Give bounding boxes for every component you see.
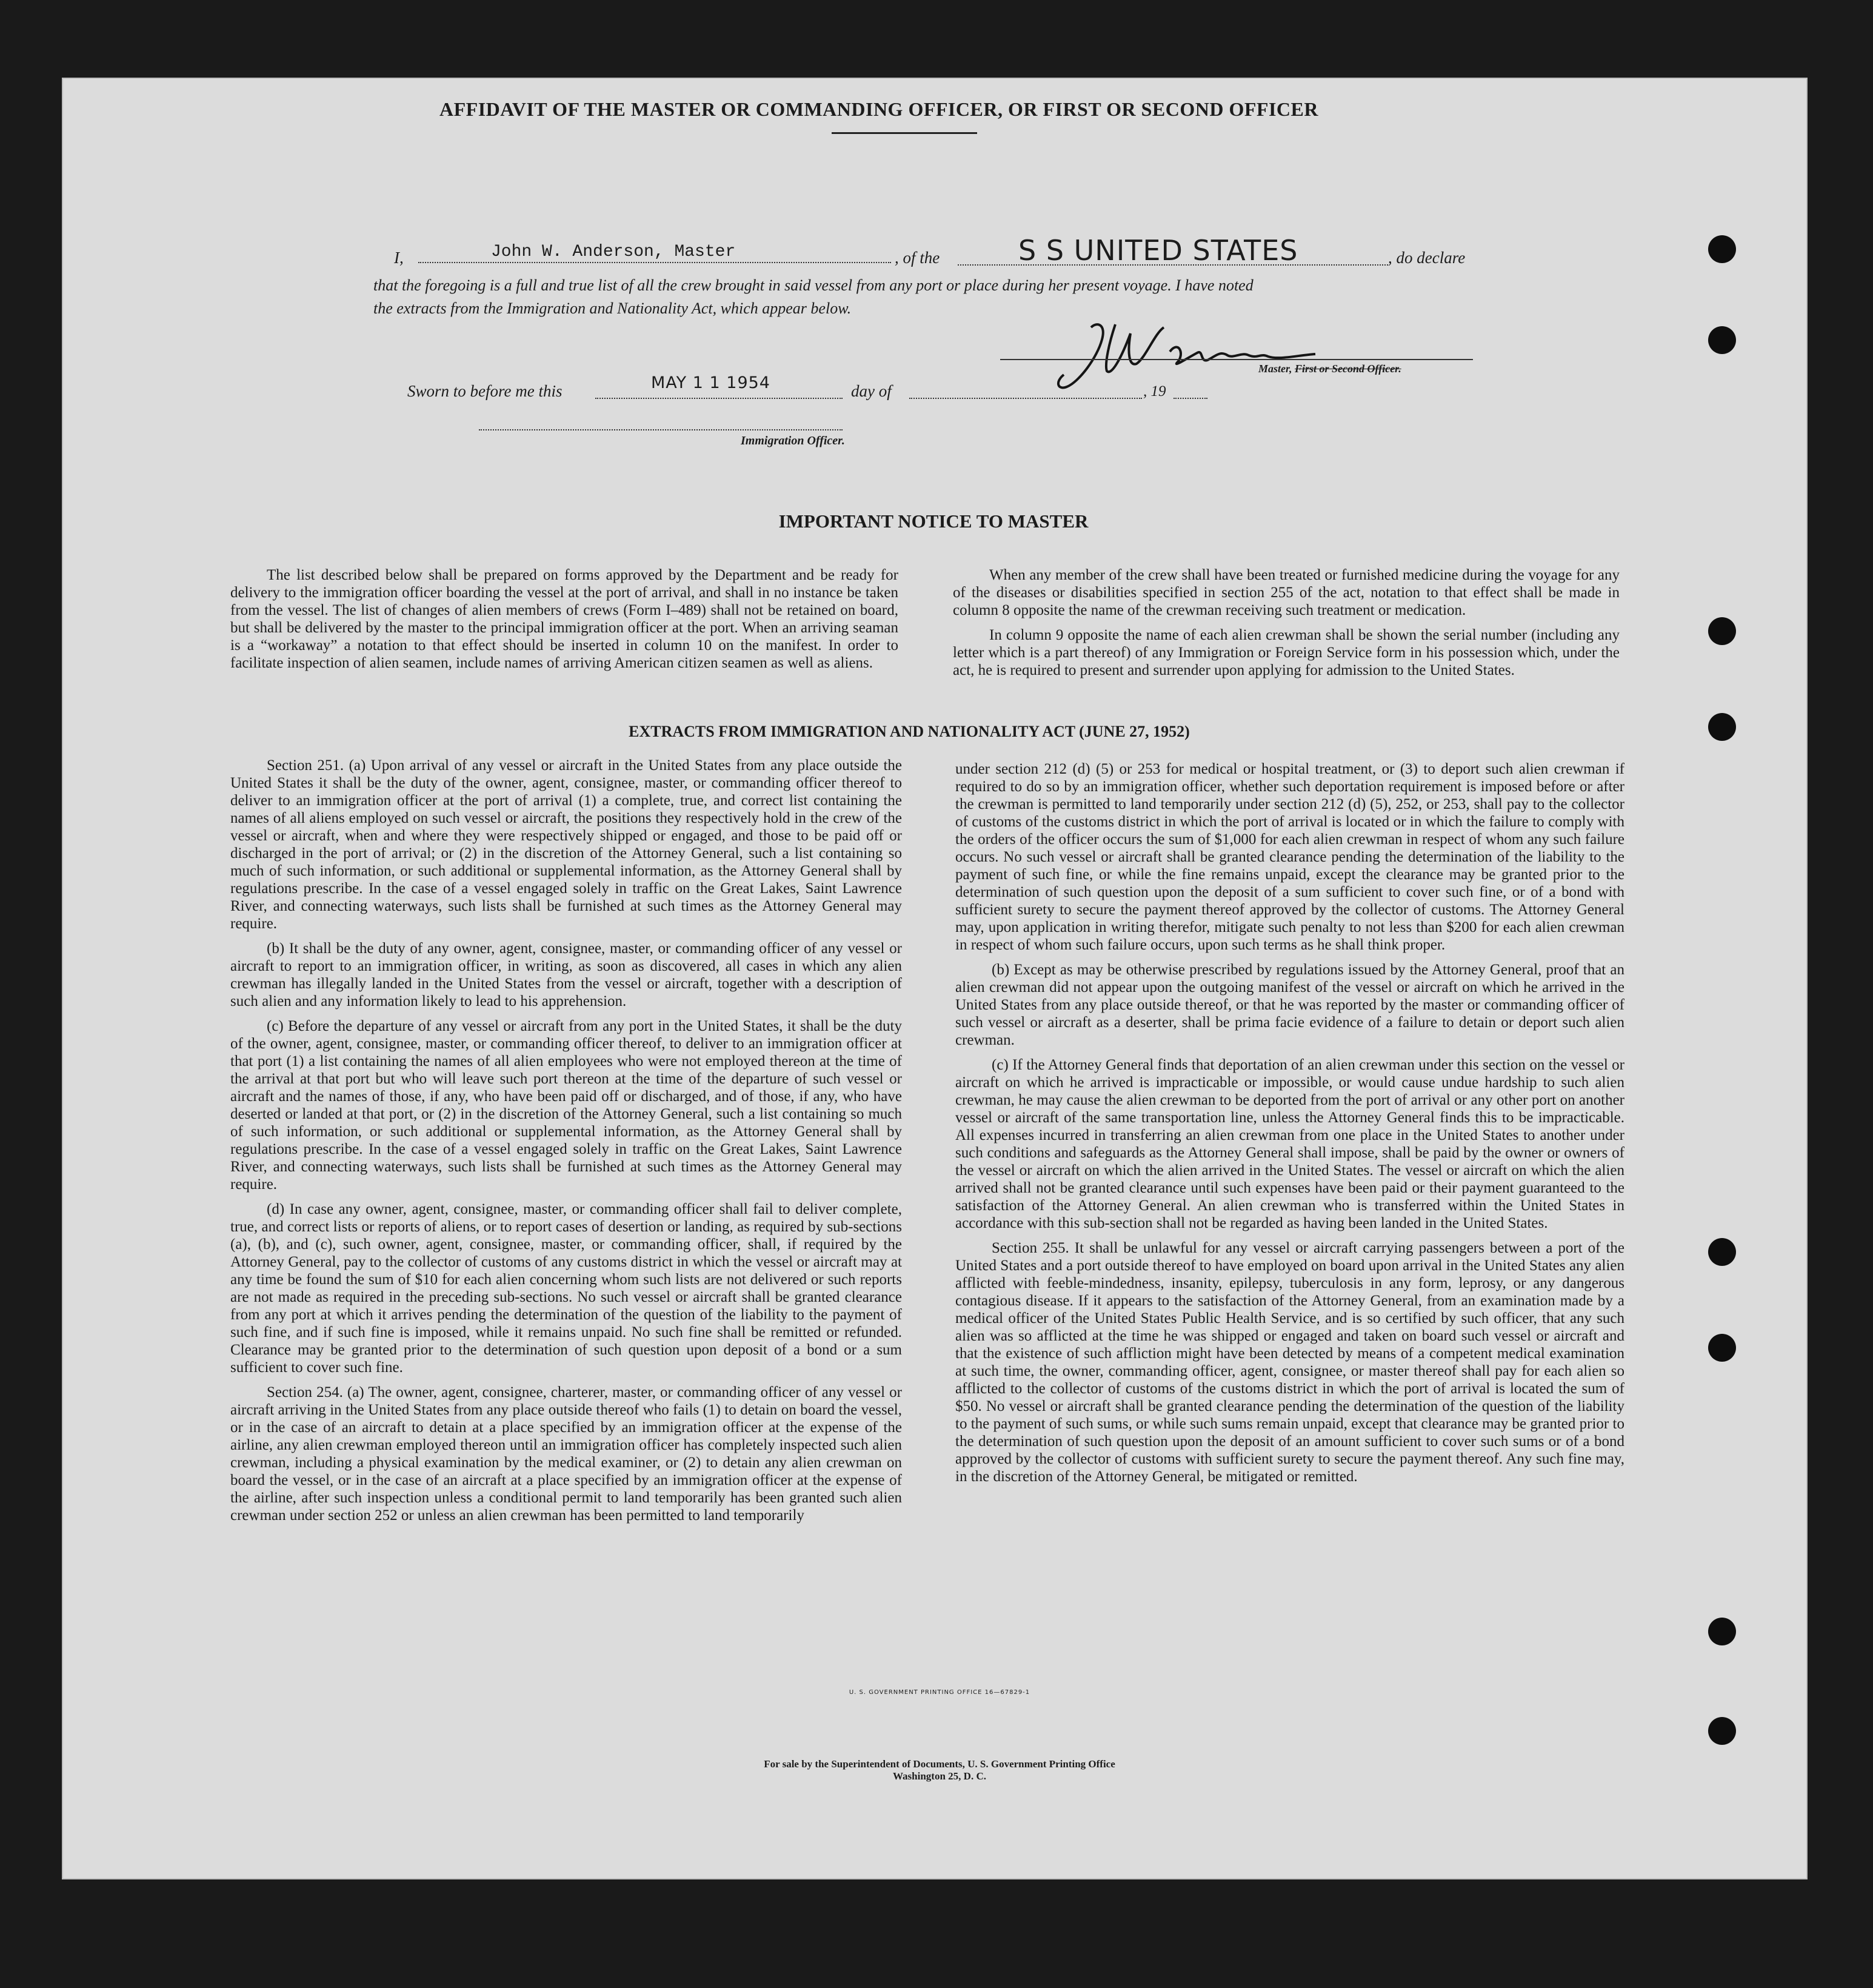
year-line	[1174, 398, 1207, 399]
master-name: John W. Anderson, Master	[491, 243, 736, 261]
notice-paragraph: The list described below shall be prepared on forms approved by the Department and be ready for delivery to the immigration officer boarding the vessel at the port of arrival, and shall in no instance be taken from the vessel. The list of changes of alien members of crews (Form I–489) shall not be retained on board, but shall be delivered by the master to the principal immigration officer at the port. When an arriving seaman is a “workaway” a notation to that effect should be inserted in column 10 on the manifest. In order to facilitate inspection of alien seamen, include names of arriving American citizen seamen as well as aliens.	[230, 567, 898, 671]
extracts-title: EXTRACTS FROM IMMIGRATION AND NATIONALITY ACT (JUNE 27, 1952)	[629, 723, 1190, 740]
sworn-label: Sworn to before me this	[407, 382, 563, 400]
binder-hole	[1708, 1238, 1736, 1266]
signature-caption	[1258, 363, 1401, 375]
struck-officer-caption: First or Second Officer.	[1295, 363, 1401, 375]
notice-right-column	[953, 566, 1620, 686]
binder-hole	[1708, 1618, 1736, 1645]
title-rule	[832, 132, 977, 134]
section-254b: (b) Except as may be otherwise prescribed by regulations issued by the Attorney General, proof that an alien crewman did not appear upon the outgoing manifest of the vessel or aircraft on which he arrived in the United States from any place outside thereof, or that he was reported by the master or commanding officer of such vessel or aircraft as a deserter, shall be prima facie evidence of a failure to detain or deport such alien crewman.	[955, 962, 1624, 1048]
binder-hole	[1708, 1334, 1736, 1362]
binder-hole	[1708, 1717, 1736, 1745]
declaration-line-2: the extracts from the Immigration and Nationality Act, which appear below.	[373, 300, 852, 317]
vessel-name: S S UNITED STATES	[1018, 234, 1298, 267]
binder-hole	[1708, 235, 1736, 263]
month-line	[909, 398, 1142, 399]
affidavit-title: AFFIDAVIT OF THE MASTER OR COMMANDING OFFICER, OR FIRST OR SECOND OFFICER	[439, 98, 1318, 120]
notice-title: IMPORTANT NOTICE TO MASTER	[778, 510, 1089, 532]
printing-office-line: U. S. GOVERNMENT PRINTING OFFICE 16—67829-1	[849, 1689, 1030, 1696]
declaration-line-1: that the foregoing is a full and true list of all the crew brought in said vessel from any port or place during her present voyage. I have noted	[373, 276, 1254, 294]
of-the-label: , of the	[895, 249, 940, 267]
sale-line-1: For sale by the Superintendent of Documents, U. S. Government Printing Office	[764, 1758, 1115, 1770]
extracts-left-column	[230, 757, 902, 1531]
section-254a-continued: under section 212 (d) (5) or 253 for medical or hospital treatment, or (3) to deport such alien crewman if required to do so by an immigration officer, whether such deportation requirement is imposed before or after the crewman is permitted to land temporarily under section 212 (d) (5), 252, or 253, shall pay to the collector of customs of the customs district in which the port of arrival is located or in which the failure to comply with the orders of the officer occurs the sum of $1,000 for each alien crewman in respect of whom any such failure occurs. No such vessel or aircraft shall be granted clearance pending the determination of the liability to the payment of such fine, or while the fine remains unpaid, except the clearance may be granted prior to the determination of such question upon the deposit of a sum sufficient to cover such fine, or of a bond with sufficient surety to secure the payment thereof approved by the collector of customs. The Attorney General may, upon application in writing therefor, mitigate such penalty to not less than $200 for each alien crewman in respect of whom such failure occurs, upon such terms as he shall think proper.	[955, 761, 1624, 953]
binder-hole	[1708, 326, 1736, 354]
do-declare-label: , do declare	[1388, 249, 1466, 267]
year-label: , 19	[1143, 383, 1166, 400]
sale-notice	[546, 1758, 1334, 1782]
notice-left-column	[230, 566, 898, 679]
notice-paragraph: When any member of the crew shall have been treated or furnished medicine during the voyage for any of the diseases or disabilities specified in section 255 of the act, notation to that effect shall be made in column 8 opposite the name of the crewman receiving such treatment or medication.	[953, 567, 1620, 618]
sworn-date-stamp: MAY 1 1 1954	[651, 373, 770, 392]
master-caption: Master,	[1258, 363, 1292, 375]
section-251a: Section 251. (a) Upon arrival of any vessel or aircraft in the United States from any place outside the United States it shall be the duty of the owner, agent, consignee, master, or commanding officer thereof to deliver to an immigration officer at the port of arrival (1) a complete, true, and correct list containing the names of all aliens employed on such vessel or aircraft, the positions they respectively hold in the crew of the vessel or aircraft, when and where they were respectively shipped or engaged, and those to be paid off or discharged in the port of arrival; or (2) in the discretion of the Attorney General, such a list containing so much of such information, or such additional or supplemental information, as the Attorney General shall by regulations prescribe. In the case of a vessel engaged solely in traffic on the Great Lakes, Saint Lawrence River, and connecting waterways, such lists shall be furnished at such times as the Attorney General may require.	[230, 757, 902, 932]
master-signature	[1049, 315, 1327, 394]
section-254a: Section 254. (a) The owner, agent, consignee, charterer, master, or commanding officer of any vessel or aircraft arriving in the United States from any place outside thereof who fails (1) to detain on board the vessel, or in the case of an aircraft to detain at a place specified by an immigration officer at the expense of the airline, any alien crewman employed thereon until an immigration officer has completely inspected such alien crewman, including a physical examination by the medical examiner, or (2) to detain any alien crewman on board the vessel, or in the case of an aircraft at a place specified by an immigration officer at the expense of the airline, after such inspection unless a conditional permit to land temporarily has been granted such alien crewman under section 252 or unless an alien crewman has been permitted to land temporarily	[230, 1384, 902, 1524]
sworn-date-line	[595, 398, 843, 399]
section-251b: (b) It shall be the duty of any owner, agent, consignee, master, or commanding officer of any vessel or aircraft to report to an immigration officer, in writing, as soon as discovered, all cases in which any alien crewman has illegally landed in the United States from the vessel or aircraft, together with a description of such alien and any information likely to lead to his apprehension.	[230, 940, 902, 1009]
immigration-officer-label: Immigration Officer.	[741, 434, 845, 447]
notice-paragraph: In column 9 opposite the name of each alien crewman shall be shown the serial number (including any letter which is a part thereof) of any Immigration or Foreign Service form in his possession which, under the act, he is required to present and surrender upon applying for admission to the United States.	[953, 627, 1620, 678]
i-label: I,	[394, 249, 404, 267]
section-251d: (d) In case any owner, agent, consignee, master, or commanding officer shall fail to deliver complete, true, and correct lists or reports of aliens, or to report cases of desertion or landing, as required by sub-sections (a), (b), and (c), such owner, agent, consignee, master, or commanding officer, shall, if required by the Attorney General, pay to the collector of customs of any customs district in which the vessel or aircraft may at any time be found the sum of $10 for each alien concerning whom such lists are not delivered or such reports are not made as required in the preceding sub-sections. No such vessel or aircraft shall be granted clearance from any port at which it arrives pending the determination of the question of the liability to the payment of such fine, and if such fine is imposed, while it remains unpaid. No such fine shall be remitted or refunded. Clearance may be granted prior to the determination of such question upon deposit of a bond or a sum sufficient to cover such fine.	[230, 1201, 902, 1376]
section-251c: (c) Before the departure of any vessel or aircraft from any port in the United States, it shall be the duty of the owner, agent, consignee, master, or commanding officer thereof, to deliver to an immigration officer at that port (1) a list containing the names of all alien employees who were not employed thereon at the time of the arrival at that port but who will leave such port thereon at the time of the departure of such vessel or aircraft and the names of those, if any, who have been paid off or discharged, and of those, if any, who have deserted or landed at that port, or (2) in the discretion of the Attorney General, such a list containing so much of such information, or such additional or supplemental information, as the Attorney General shall by regulations prescribe. In the case of a vessel engaged solely in traffic on the Great Lakes, Saint Lawrence River, and connecting waterways, such lists shall be furnished at such times as the Attorney General may require.	[230, 1018, 902, 1193]
name-line	[418, 262, 891, 263]
section-254c: (c) If the Attorney General finds that deportation of an alien crewman under this section on the vessel or aircraft on which he arrived is impracticable or impossible, or would cause undue hardship to such alien crewman, he may cause the alien crewman to be deported from the port of arrival or any other port on another vessel or aircraft of the same transportation line, unless the Attorney General finds this to be impracticable. All expenses incurred in transferring an alien crewman from one place in the United States to another under such conditions and safeguards as the Attorney General shall impose, shall be paid by the owner or owners of the vessel or aircraft on which the alien arrived in the United States. The vessel or aircraft on which the alien arrived shall not be granted clearance until such expenses have been paid or their payment guaranteed to the satisfaction of the Attorney General. An alien crewman who is transferred within the United States in accordance with this sub-section shall not be regarded as having been landed in the United States.	[955, 1057, 1624, 1231]
day-of-label: day of	[851, 382, 892, 400]
section-255: Section 255. It shall be unlawful for any vessel or aircraft carrying passengers between a port of the United States and a port outside thereof to have employed on board upon arrival in the United States any alien afflicted with feeble-mindedness, insanity, epilepsy, tuberculosis in any form, leprosy, or any dangerous contagious disease. If it appears to the satisfaction of the Attorney General, from an examination made by a medical officer of the United States Public Health Service, and is so certified by such officer, that any such alien was so afflicted at the time he was shipped or engaged and taken on board such vessel or aircraft and that the existence of such affliction might have been detected by means of a competent medical examination at such time, the owner, commanding officer, agent, consignee, or master thereof shall pay for each alien so afflicted to the collector of customs of the customs district in which the port of arrival is located the sum of $50. No vessel or aircraft shall be granted clearance pending the determination of the question of the liability to the payment of such sums, or while such sums remain unpaid, except that clearance may be granted prior to the determination of such question upon the deposit of an amount sufficient to cover such sums or of a bond approved by the collector of customs with sufficient surety to secure the payment thereof. Any such fine may, in the discretion of the Attorney General, be mitigated or remitted.	[955, 1240, 1624, 1485]
signature-line	[1000, 359, 1473, 360]
immigration-officer-line	[479, 429, 843, 430]
binder-hole	[1708, 617, 1736, 645]
sale-line-2: Washington 25, D. C.	[893, 1770, 986, 1782]
binder-hole	[1708, 713, 1736, 741]
extracts-right-column	[955, 760, 1624, 1493]
